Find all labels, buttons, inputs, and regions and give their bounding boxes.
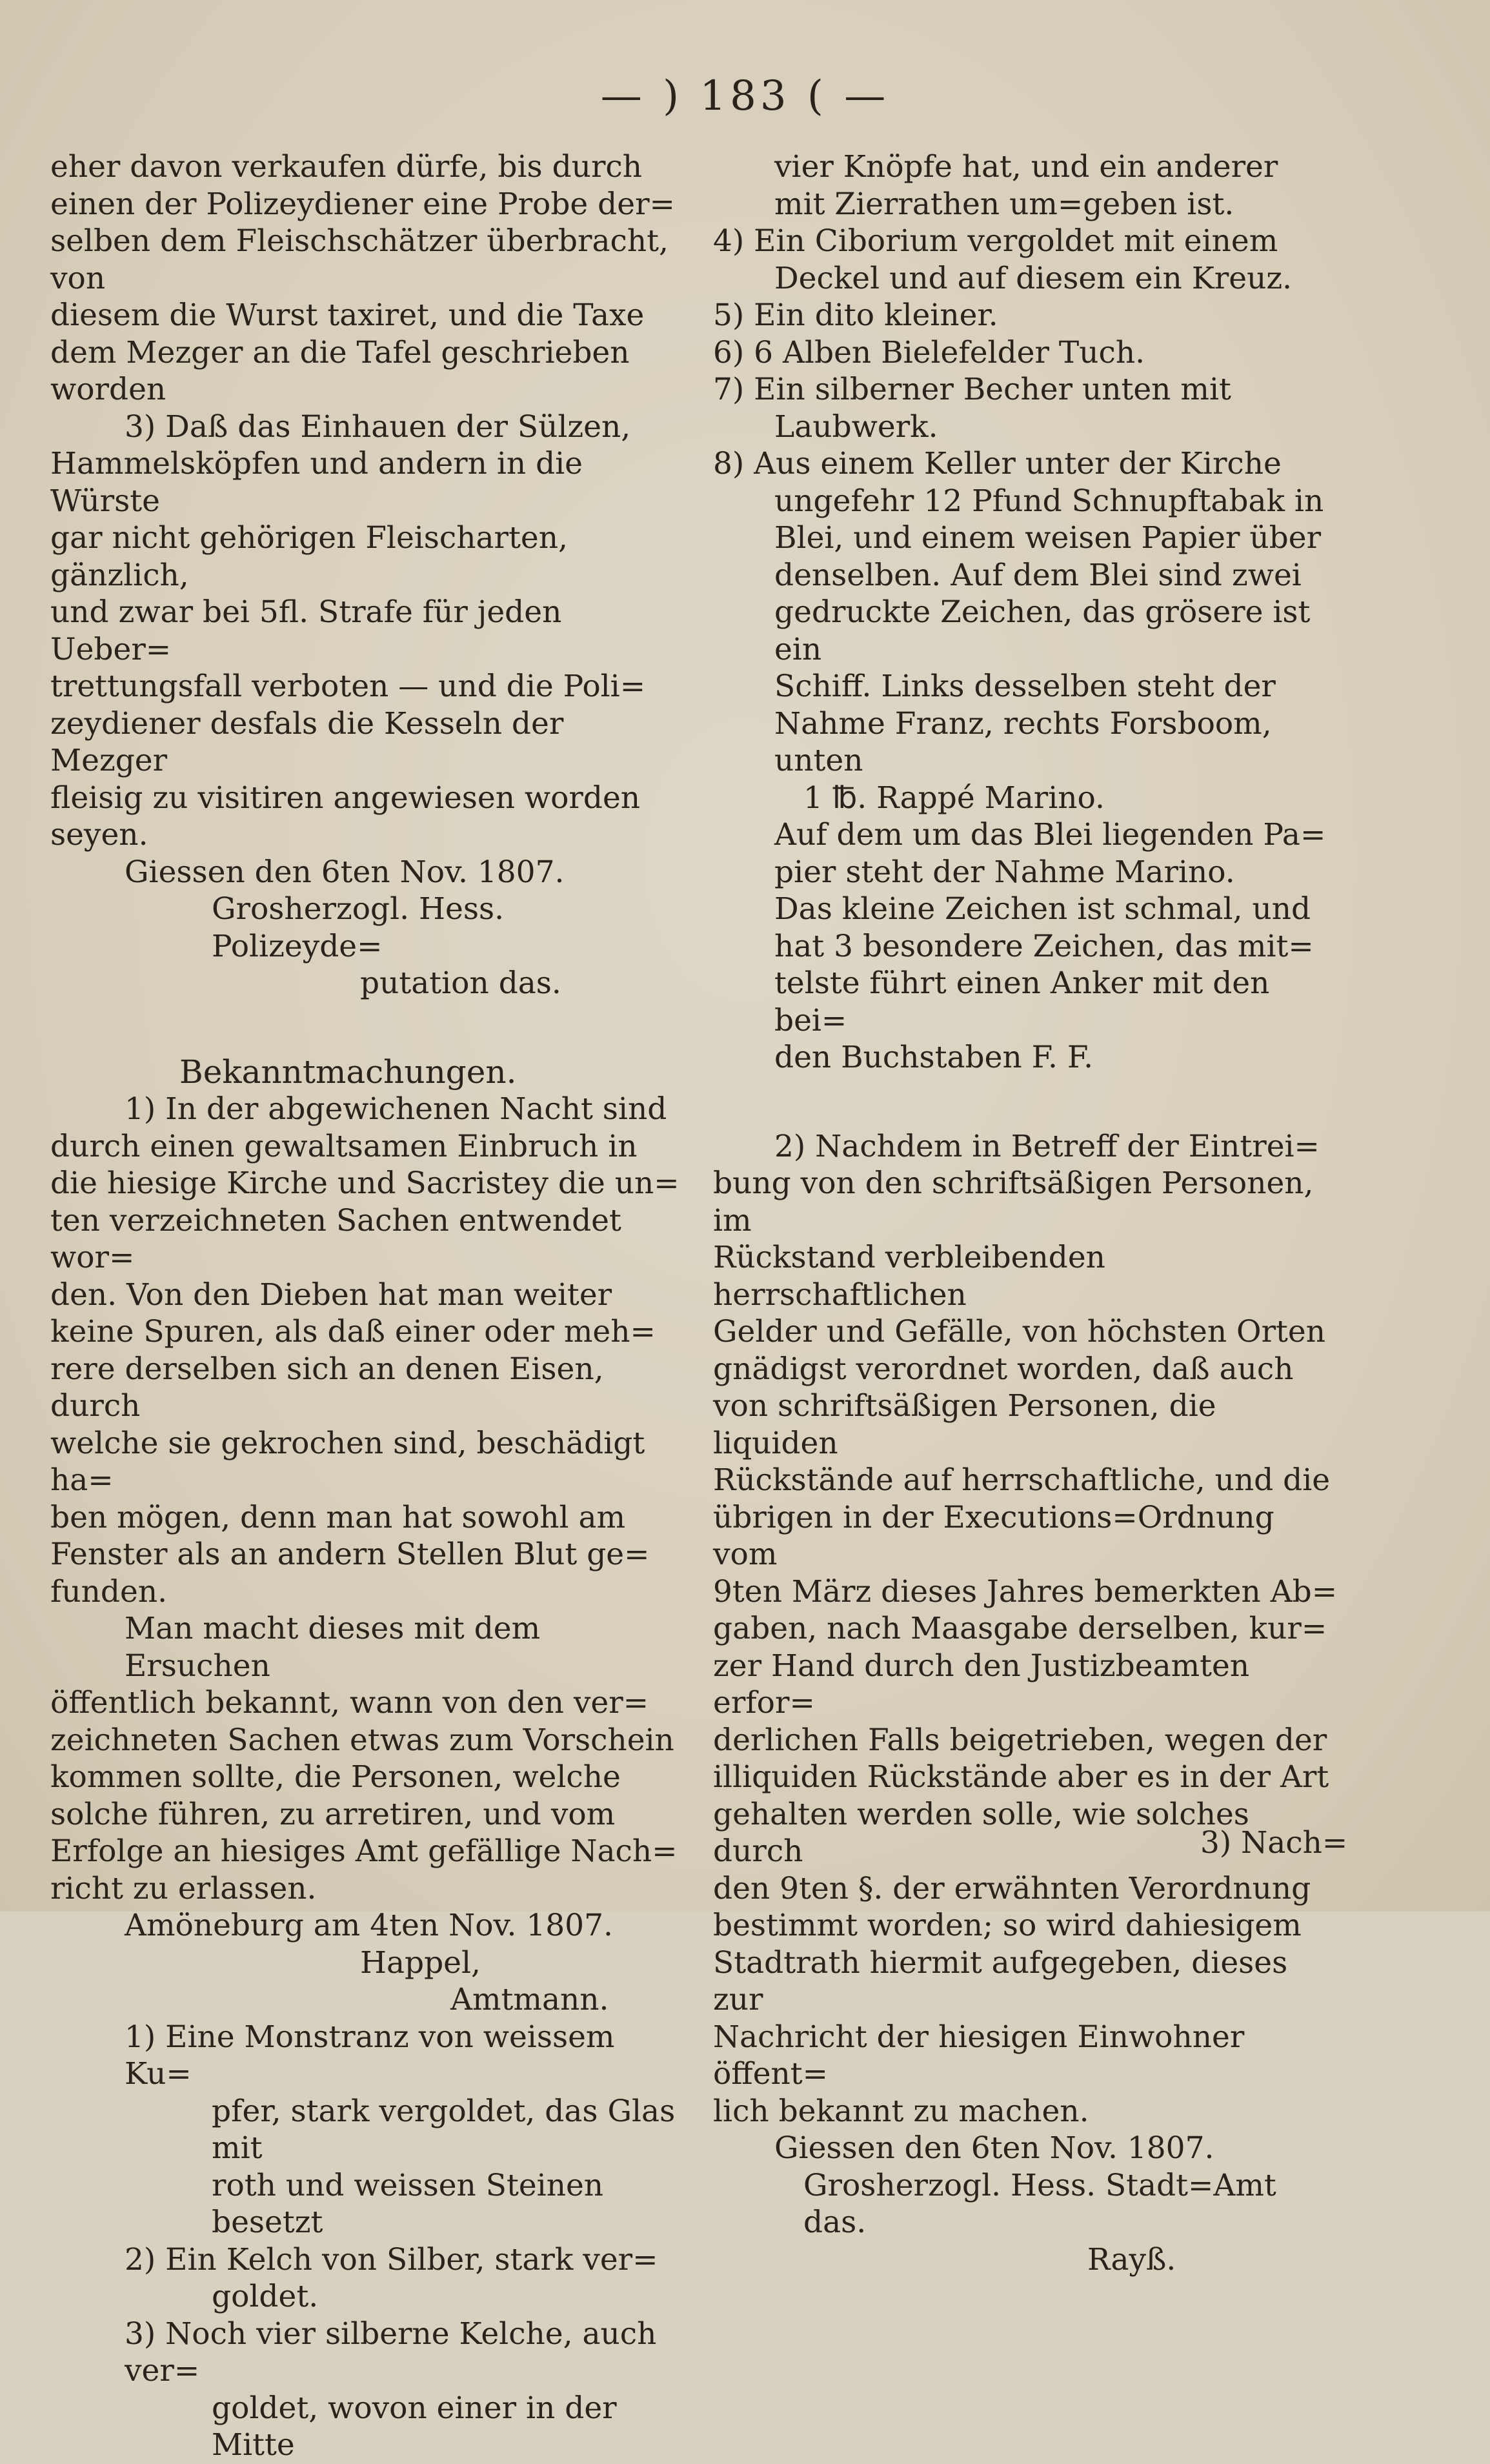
list-item-cont: unten xyxy=(774,743,863,778)
list-item: 5) Ein dito kleiner. xyxy=(713,298,998,333)
text-line: von schriftsäßigen Personen, die liquiden xyxy=(713,1388,1216,1461)
list-item-cont: goldet. xyxy=(212,2279,319,2314)
signature: Rayß. xyxy=(1087,2241,1176,2277)
text-line: keine Spuren, als daß einer oder meh= xyxy=(50,1314,656,1349)
text-line: einen der Polizeydiener eine Probe der= xyxy=(50,186,675,222)
list-item-cont: denselben. Auf dem Blei sind zwei xyxy=(774,557,1302,593)
list-item-cont: goldet, wovon einer in der Mitte xyxy=(212,2390,617,2463)
list-item-cont: pier steht der Nahme Marino. xyxy=(774,854,1235,890)
list-item: 6) 6 Alben Bielefelder Tuch. xyxy=(713,334,1145,370)
list-item-cont: hat 3 besondere Zeichen, das mit= xyxy=(774,928,1314,964)
text-line: diesem die Wurst taxiret, und die Taxe xyxy=(50,298,645,333)
list-item-cont: Blei, und einem weisen Papier über xyxy=(774,520,1322,556)
text-line: trettungsfall verboten — und die Poli= xyxy=(50,669,646,704)
text-line: durch einen gewaltsamen Einbruch in xyxy=(50,1128,638,1164)
signature: putation das. xyxy=(360,965,561,1001)
text-line: Gelder und Gefälle, von höchsten Orten xyxy=(713,1314,1326,1349)
text-line: illiquiden Rückstände aber es in der Art xyxy=(713,1759,1329,1795)
left-column xyxy=(50,148,684,2464)
text-line: bung von den schriftsäßigen Personen, im xyxy=(713,1166,1314,1238)
list-item-cont: vier Knöpfe hat, und ein anderer xyxy=(774,149,1278,185)
text-line: gar nicht gehörigen Fleischarten, gänzlich, xyxy=(50,520,568,593)
text-line: Nachricht der hiesigen Einwohner öffent= xyxy=(713,2019,1245,2092)
list-item-cont: telste führt einen Anker mit den bei= xyxy=(774,965,1270,1038)
text-line: 9ten März dieses Jahres bemerkten Ab= xyxy=(713,1573,1338,1610)
text-line: solche führen, zu arretiren, und vom xyxy=(50,1796,616,1832)
list-item-cont: Nahme Franz, rechts Forsboom, xyxy=(774,705,1272,742)
page-header: — ) 183 ( — xyxy=(600,72,890,120)
text-line: bestimmt worden; so wird dahiesigem xyxy=(713,1908,1302,1943)
right-column xyxy=(713,148,1339,2278)
text-line: Stadtrath hiermit aufgegeben, dieses zur xyxy=(713,1944,1288,2017)
text-line: den 9ten §. der erwähnten Verordnung xyxy=(713,1870,1311,1906)
list-item: 7) Ein silberner Becher unten mit xyxy=(713,372,1231,407)
text-line: eher davon verkaufen dürfe, bis durch xyxy=(50,149,643,185)
text-line: gehalten werden solle, wie solches durch xyxy=(713,1796,1249,1869)
text-line: gnädigst verordnet worden, daß auch xyxy=(713,1351,1294,1387)
text-line: Man macht dieses mit dem Ersuchen xyxy=(125,1611,541,1684)
list-item: 1) Eine Monstranz von weissem Ku= xyxy=(125,2019,615,2092)
text-line: 1) In der abgewichenen Nacht sind xyxy=(125,1091,667,1127)
dateline: Giessen den 6ten Nov. 1807. xyxy=(774,2130,1214,2166)
list-item: 4) Ein Ciborium vergoldet mit einem xyxy=(713,223,1278,259)
list-item-cont: pfer, stark vergoldet, das Glas mit xyxy=(212,2093,676,2166)
text-line: und zwar bei 5fl. Strafe für jeden Ueber= xyxy=(50,594,562,667)
text-line: Hammelsköpfen und andern in die Würste xyxy=(50,446,583,519)
list-item-cont: Auf dem um das Blei liegenden Pa= xyxy=(774,817,1326,853)
text-line: Erfolge an hiesiges Amt gefällige Nach= xyxy=(50,1833,678,1869)
text-line: übrigen in der Executions=Ordnung vom xyxy=(713,1499,1274,1572)
list-item: 3) Noch vier silberne Kelche, auch ver= xyxy=(125,2316,657,2388)
list-item-cont: Das kleine Zeichen ist schmal, und xyxy=(774,891,1311,927)
dateline: Giessen den 6ten Nov. 1807. xyxy=(125,854,565,890)
text-line: kommen sollte, die Personen, welche xyxy=(50,1759,621,1795)
text-line: welche sie gekrochen sind, beschädigt ha= xyxy=(50,1425,645,1498)
list-item-cont: Schiff. Links desselben steht der xyxy=(774,669,1276,704)
list-item-cont: ungefehr 12 Pfund Schnupftabak in xyxy=(774,483,1324,519)
text-line: Fenster als an andern Stellen Blut ge= xyxy=(50,1537,650,1572)
text-line: derlichen Falls beigetrieben, wegen der xyxy=(713,1722,1327,1758)
text-line: funden. xyxy=(50,1573,168,1610)
signature: Amtmann. xyxy=(450,1982,609,2017)
text-line: lich bekannt zu machen. xyxy=(713,2093,1089,2129)
text-line: Rückstand verbleibenden herrschaftlichen xyxy=(713,1240,1105,1313)
text-line: dem Mezger an die Tafel geschrieben xyxy=(50,334,630,370)
text-line: fleisig zu visitiren angewiesen worden seyen. xyxy=(50,780,641,853)
signature: Happel, xyxy=(360,1944,481,1981)
list-item-cont: Laubwerk. xyxy=(774,409,938,445)
list-item: 2) Ein Kelch von Silber, stark ver= xyxy=(125,2241,658,2277)
text-line: den. Von den Dieben hat man weiter xyxy=(50,1277,612,1313)
text-line: 3) Daß das Einhauen der Sülzen, xyxy=(125,409,631,445)
text-line: gaben, nach Maasgabe derselben, kur= xyxy=(713,1611,1327,1646)
list-item-cont: 1 ℔. Rappé Marino. xyxy=(803,780,1105,816)
list-item-cont: Deckel und auf diesem ein Kreuz. xyxy=(774,260,1293,296)
text-line: zer Hand durch den Justizbeamten erfor= xyxy=(713,1648,1250,1721)
signature: Grosherzogl. Hess. Polizeyde= xyxy=(212,891,505,964)
list-item-cont: gedruckte Zeichen, das grösere ist ein xyxy=(774,594,1311,667)
list-item-cont: mit Zierrathen um=geben ist. xyxy=(774,186,1234,222)
text-line: ben mögen, denn man hat sowohl am xyxy=(50,1499,626,1535)
text-line: selben dem Fleischschätzer überbracht, von xyxy=(50,223,669,296)
text-line: öffentlich bekannt, wann von den ver= xyxy=(50,1685,649,1721)
list-item: 8) Aus einem Keller unter der Kirche xyxy=(713,446,1282,481)
list-item-cont: roth und weissen Steinen besetzt xyxy=(212,2167,604,2240)
text-line: ten verzeichneten Sachen entwendet wor= xyxy=(50,1202,621,1275)
text-line: die hiesige Kirche und Sacristey die un= xyxy=(50,1166,680,1201)
text-line: zeichneten Sachen etwas zum Vorschein xyxy=(50,1722,674,1758)
text-line: 2) Nachdem in Betreff der Eintrei= xyxy=(774,1128,1320,1164)
text-line: zeydiener desfals die Kesseln der Mezger xyxy=(50,705,564,778)
text-line: rere derselben sich an denen Eisen, durch xyxy=(50,1351,604,1424)
list-item-cont: den Buchstaben F. F. xyxy=(774,1040,1094,1075)
text-line: Rückstände auf herrschaftliche, und die xyxy=(713,1462,1331,1498)
text-line: richt zu erlassen. xyxy=(50,1870,317,1906)
catchword: 3) Nach= xyxy=(1200,1825,1348,1861)
section-heading: Bekanntmachungen. xyxy=(179,1053,517,1091)
dateline: Amöneburg am 4ten Nov. 1807. xyxy=(125,1908,613,1943)
text-line: worden xyxy=(50,372,166,407)
signature: Grosherzogl. Hess. Stadt=Amt das. xyxy=(803,2167,1276,2240)
